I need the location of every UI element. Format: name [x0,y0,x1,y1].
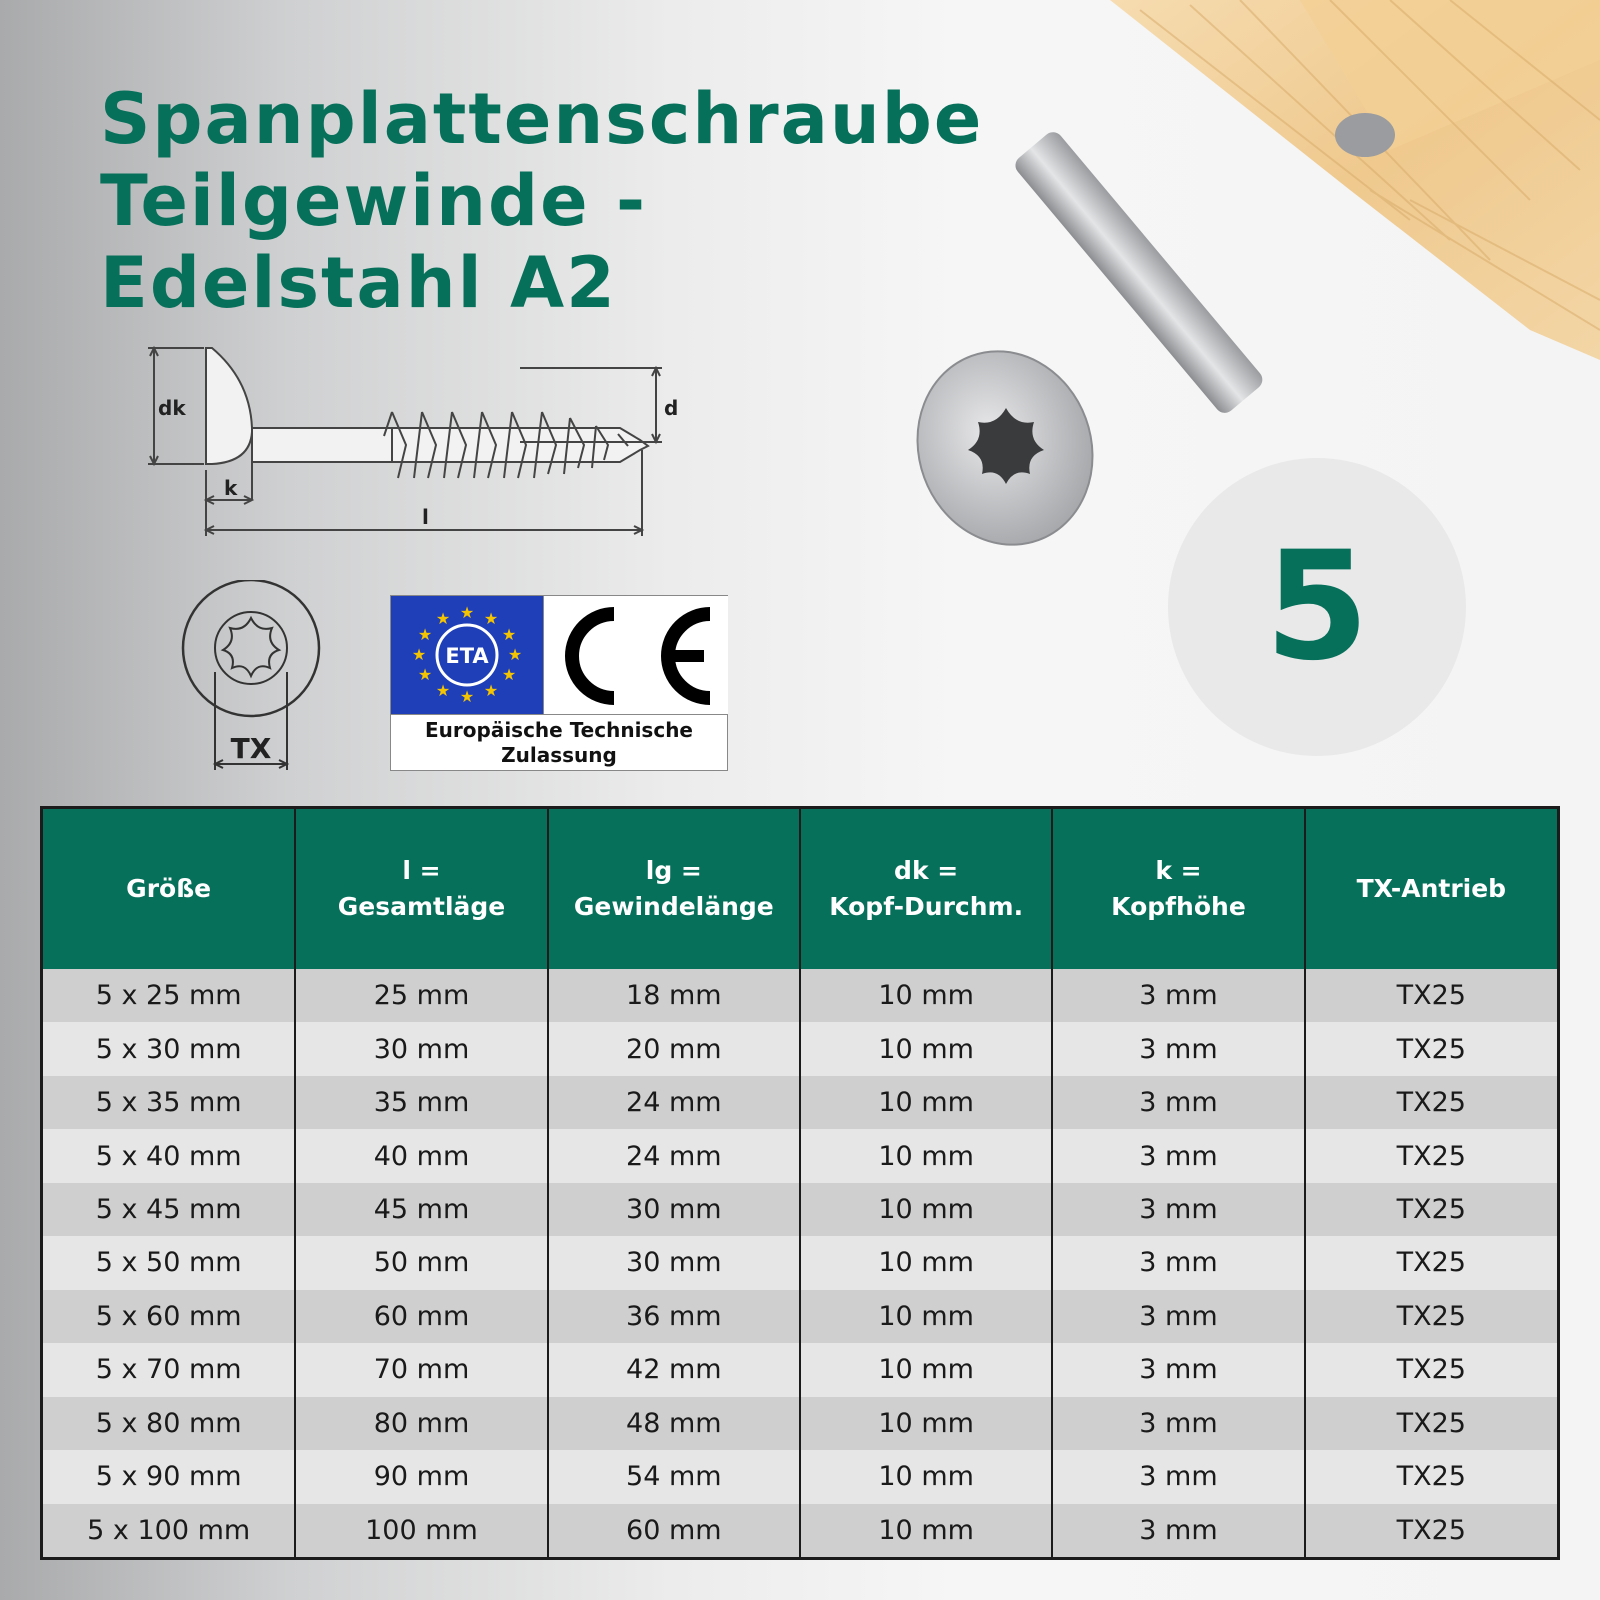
table-row [43,1290,1557,1343]
cell-drive: TX25 [1305,1450,1557,1503]
header-total-length: l = Gesamtläge [295,809,547,969]
cell-drive: TX25 [1305,1129,1557,1182]
table-row [43,1022,1557,1075]
size-badge: 5 [1168,458,1466,756]
title-line-3: Edelstahl A2 [100,242,617,324]
cell-size: 5 x 40 mm [43,1129,295,1182]
cell-thread-length: 18 mm [548,969,800,1022]
label-d: d [664,396,679,420]
cell-head-height: 3 mm [1052,969,1304,1022]
page-title [100,78,983,324]
cell-size: 5 x 80 mm [43,1397,295,1450]
cell-total-length: 60 mm [295,1290,547,1343]
cell-size: 5 x 60 mm [43,1290,295,1343]
cell-head-diameter: 10 mm [800,1236,1052,1289]
cell-head-height: 3 mm [1052,1450,1304,1503]
title-line-2: Teilgewinde - [100,160,648,242]
cell-head-diameter: 10 mm [800,1076,1052,1129]
cell-size: 5 x 45 mm [43,1183,295,1236]
cell-total-length: 50 mm [295,1236,547,1289]
cell-total-length: 70 mm [295,1343,547,1396]
label-dk: dk [158,396,186,420]
table-row [43,1183,1557,1236]
screw-dimension-drawing [140,340,700,560]
cell-drive: TX25 [1305,1504,1557,1557]
table-row [43,1504,1557,1557]
cell-drive: TX25 [1305,1290,1557,1343]
table-header-row [43,809,1557,969]
svg-text:★: ★ [417,665,433,684]
cell-total-length: 100 mm [295,1504,547,1557]
cell-total-length: 45 mm [295,1183,547,1236]
svg-text:★: ★ [435,681,451,700]
cell-thread-length: 24 mm [548,1129,800,1182]
dimensions-table [40,806,1560,1560]
cell-total-length: 90 mm [295,1450,547,1503]
cell-head-diameter: 10 mm [800,969,1052,1022]
header-thread-length: lg = Gewindelänge [548,809,800,969]
svg-text:★: ★ [459,603,475,622]
cell-head-height: 3 mm [1052,1236,1304,1289]
table-row [43,1397,1557,1450]
eu-flag-icon [391,596,543,714]
cell-head-diameter: 10 mm [800,1397,1052,1450]
cell-drive: TX25 [1305,1343,1557,1396]
cell-thread-length: 42 mm [548,1343,800,1396]
label-tx: TX [230,732,272,765]
cell-thread-length: 30 mm [548,1236,800,1289]
table-row [43,1129,1557,1182]
cell-thread-length: 24 mm [548,1076,800,1129]
cell-size: 5 x 70 mm [43,1343,295,1396]
cell-total-length: 25 mm [295,969,547,1022]
cell-head-diameter: 10 mm [800,1343,1052,1396]
table-row [43,1076,1557,1129]
svg-text:★: ★ [501,665,517,684]
header-head-height: k = Kopfhöhe [1052,809,1304,969]
cell-head-height: 3 mm [1052,1022,1304,1075]
cell-drive: TX25 [1305,1397,1557,1450]
cell-size: 5 x 100 mm [43,1504,295,1557]
cell-head-diameter: 10 mm [800,1504,1052,1557]
eta-caption: Europäische Technische Zulassung [391,714,727,771]
cell-size: 5 x 90 mm [43,1450,295,1503]
cell-drive: TX25 [1305,1076,1557,1129]
eta-ce-certification [390,595,728,771]
svg-text:★: ★ [459,687,475,706]
cell-thread-length: 60 mm [548,1504,800,1557]
cell-head-diameter: 10 mm [800,1290,1052,1343]
cell-drive: TX25 [1305,1236,1557,1289]
torx-drive-icon [176,580,326,780]
cell-head-diameter: 10 mm [800,1022,1052,1075]
cell-total-length: 30 mm [295,1022,547,1075]
header-head-diameter: dk = Kopf-Durchm. [800,809,1052,969]
cell-thread-length: 30 mm [548,1183,800,1236]
cell-total-length: 80 mm [295,1397,547,1450]
cell-total-length: 35 mm [295,1076,547,1129]
table-row [43,969,1557,1022]
svg-text:★: ★ [411,645,427,664]
svg-text:★: ★ [501,625,517,644]
cell-thread-length: 20 mm [548,1022,800,1075]
cell-total-length: 40 mm [295,1129,547,1182]
cell-thread-length: 36 mm [548,1290,800,1343]
cell-head-height: 3 mm [1052,1504,1304,1557]
cell-head-height: 3 mm [1052,1129,1304,1182]
svg-text:★: ★ [417,625,433,644]
label-k: k [224,476,238,500]
cell-head-height: 3 mm [1052,1076,1304,1129]
cell-head-height: 3 mm [1052,1290,1304,1343]
svg-text:★: ★ [435,609,451,628]
table-row [43,1450,1557,1503]
cell-drive: TX25 [1305,1022,1557,1075]
cell-size: 5 x 50 mm [43,1236,295,1289]
cell-size: 5 x 30 mm [43,1022,295,1075]
cell-size: 5 x 25 mm [43,969,295,1022]
cell-head-diameter: 10 mm [800,1129,1052,1182]
label-l: l [422,505,429,529]
svg-text:★: ★ [507,645,523,664]
cell-drive: TX25 [1305,969,1557,1022]
svg-text:★: ★ [483,609,499,628]
table-row [43,1236,1557,1289]
header-size: Größe [43,809,295,969]
header-drive: TX-Antrieb [1305,809,1557,969]
svg-text:★: ★ [483,681,499,700]
cell-drive: TX25 [1305,1183,1557,1236]
eta-flag-text: ETA [445,644,489,668]
table-row [43,1343,1557,1396]
cell-head-diameter: 10 mm [800,1450,1052,1503]
cell-head-diameter: 10 mm [800,1183,1052,1236]
cell-thread-length: 54 mm [548,1450,800,1503]
cell-head-height: 3 mm [1052,1343,1304,1396]
ce-mark-icon [543,596,728,714]
title-line-1: Spanplattenschraube [100,78,984,160]
cell-thread-length: 48 mm [548,1397,800,1450]
cell-size: 5 x 35 mm [43,1076,295,1129]
cell-head-height: 3 mm [1052,1183,1304,1236]
cell-head-height: 3 mm [1052,1397,1304,1450]
